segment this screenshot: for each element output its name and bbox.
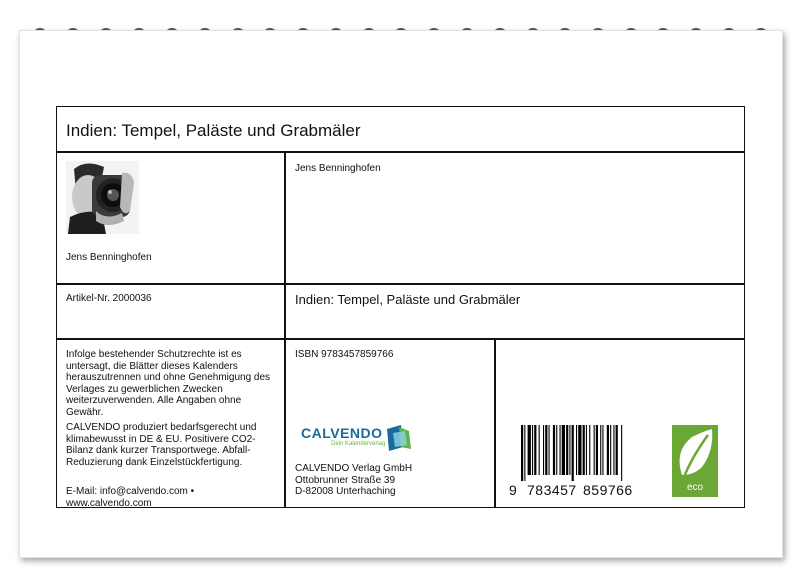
barcode-bar (566, 425, 568, 475)
author-photo-caption: Jens Benninghofen (66, 252, 152, 263)
barcode-bar (621, 425, 622, 481)
eco-line: CALVENDO produziert bedarfsgerecht und (66, 422, 257, 433)
barcode-bar (539, 425, 540, 475)
contact-website: www.calvendo.com (66, 497, 152, 509)
isbn-barcode (521, 425, 641, 481)
barcode-digits (509, 482, 649, 500)
calvendo-logo (301, 425, 413, 453)
calvendo-logo-wordmark: CALVENDO (301, 425, 383, 441)
barcode-bar (534, 425, 536, 475)
article-number: Artikel-Nr. 2000036 (66, 293, 152, 304)
leaf-icon (672, 427, 718, 485)
author-photo (66, 161, 139, 234)
barcode-bar (569, 425, 570, 475)
publisher-company: CALVENDO Verlag GmbH (295, 463, 413, 474)
barcode-bar (532, 425, 533, 475)
legal-notice (66, 349, 270, 418)
article-number-box (56, 283, 286, 340)
barcode-bar (560, 425, 561, 475)
barcode-bar (596, 425, 598, 475)
legal-line: Gewähr. (66, 406, 104, 418)
contact-email: E-Mail: info@calvendo.com • (66, 486, 195, 497)
calendar-title: Indien: Tempel, Paläste und Grabmäler (66, 121, 361, 140)
barcode-bar (521, 425, 523, 481)
barcode-digit-group2: 859766 (583, 482, 633, 498)
legal-line: herauszutrennen und ohne Genehmigung des (66, 372, 271, 383)
barcode-bar (556, 425, 557, 475)
publisher-city: D-82008 Unterhaching (295, 486, 396, 497)
barcode-bar (553, 425, 555, 475)
barcode-bar (613, 425, 614, 475)
barcode-bar (572, 425, 574, 481)
barcode-bar (602, 425, 603, 475)
barcode-bar (616, 425, 618, 475)
subtitle: Indien: Tempel, Paläste und Grabmäler (295, 292, 521, 307)
barcode-digit-first: 9 (509, 482, 517, 498)
barcode-bar (524, 425, 525, 481)
barcode-bar (576, 425, 577, 475)
legal-line: untersagt, die Blätter dieses Kalenders (66, 360, 238, 372)
barcode-bar (578, 425, 581, 475)
publisher-address (295, 463, 412, 498)
author-name: Jens Benninghofen (295, 163, 381, 174)
barcode-digit-group1: 783457 (527, 482, 577, 498)
barcode-bar (589, 425, 590, 475)
eco-line: klimabewusst in DE & EU. Positivere CO2- (66, 433, 256, 445)
contact-info (66, 486, 194, 509)
barcode-bar (583, 425, 585, 475)
barcode-bar (586, 425, 587, 475)
legal-line: weiterzuverwenden. Alle Angaben ohne (66, 395, 242, 406)
eco-line: Reduzierung dank Einzelstückfertigung. (66, 456, 243, 468)
eco-statement (66, 422, 256, 468)
barcode-bar (528, 425, 531, 475)
barcode-bar (549, 425, 550, 475)
legal-line: Verlages zu gewerblichen Zwecken (66, 383, 223, 395)
barcode-bar (610, 425, 611, 475)
barcode-bar (594, 425, 595, 475)
barcode-bar (607, 425, 609, 475)
legal-line: Infolge bestehender Schutzrechte ist es (66, 349, 242, 360)
eco-badge (672, 425, 718, 497)
calvendo-logo-tagline: Dein Kalenderverlag (331, 441, 386, 447)
barcode-bar (543, 425, 544, 475)
eco-badge-label: eco (686, 482, 704, 493)
isbn: ISBN 9783457859766 (295, 349, 394, 360)
barcode-bar (600, 425, 601, 475)
barcode-bar (562, 425, 565, 475)
calvendo-logo-mark (385, 425, 411, 451)
barcode-bar (545, 425, 547, 475)
publisher-street: Ottobrunner Straße 39 (295, 474, 396, 486)
eco-line: Bilanz dank kurzer Transportwege. Abfall- (66, 445, 251, 456)
